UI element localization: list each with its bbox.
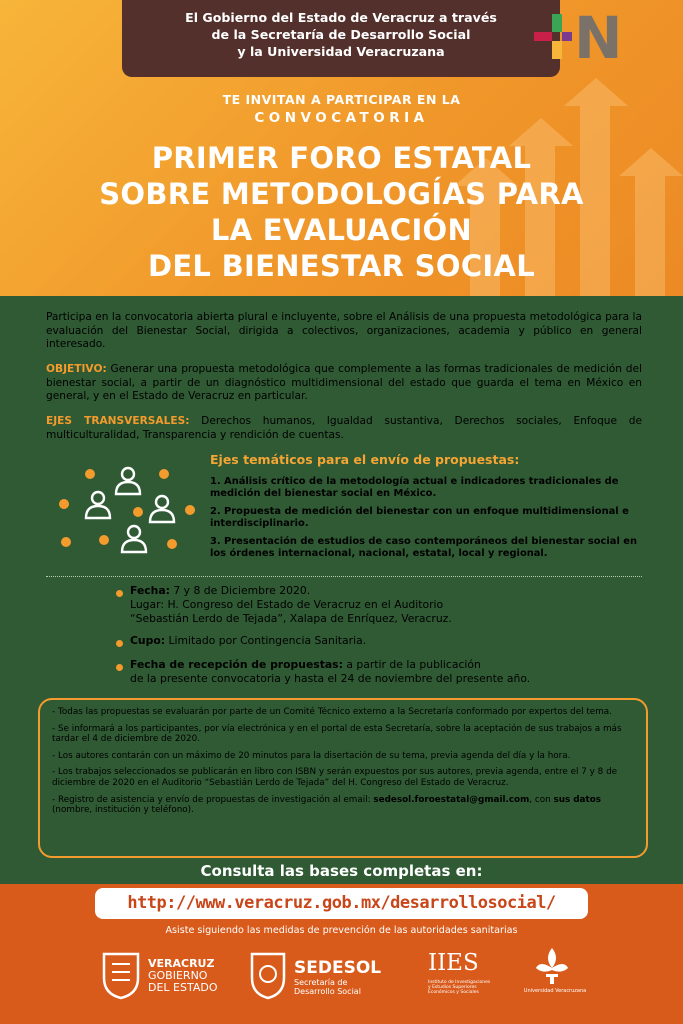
organizer-line: de la Secretaría de Desarrollo Social	[211, 27, 471, 42]
svg-text:N: N	[574, 10, 623, 62]
registro-datos: (nombre, institución y teléfono).	[52, 805, 194, 816]
registro-text: - Registro de asistencia y envío de propuestas de investigación al email:	[52, 794, 374, 805]
registro-note	[52, 795, 634, 816]
cupo-block	[130, 634, 660, 648]
eje-item: 2. Propuesta de medición del bienestar con un enfoque multidimensional e interdisciplinario.	[210, 506, 629, 529]
iies-subtext: Instituto de Investigaciones	[428, 980, 491, 985]
title-line: SOBRE METODOLOGÍAS PARA	[99, 177, 584, 211]
organizer-line: y la Universidad Veracruzana	[237, 44, 445, 59]
lugar-line: “Sebastián Lerdo de Tejada”, Xalapa de Enríquez, Veracruz.	[130, 612, 452, 625]
ejes-tematicos-heading: Ejes temáticos para el envío de propuestas:	[210, 452, 520, 467]
title-line: DEL BIENESTAR SOCIAL	[147, 249, 536, 283]
recepcion-value: a partir de la publicación	[342, 658, 481, 671]
bullet-icon	[116, 664, 123, 671]
sedesol-logo	[248, 948, 398, 1004]
bases-url-link[interactable]: http://www.veracruz.gob.mx/desarrollosocial/	[95, 888, 588, 919]
note-item: - Los autores contarán con un máximo de 20 minutos para la disertación de su tema, previa agenda del día y la hora.	[52, 750, 571, 761]
cupo-label: Cupo:	[130, 634, 166, 647]
registro-email[interactable]: sedesol.foroestatal@gmail.com	[373, 794, 530, 805]
ejes-transversales-paragraph	[46, 415, 642, 442]
fecha-value: 7 y 8 de Diciembre 2020.	[169, 584, 311, 597]
title-line: PRIMER FORO ESTATAL	[151, 141, 532, 175]
ejes-transversales-text: Derechos humanos, Igualdad sustantiva, Derechos sociales, Enfoque de multiculturalidad, Transparencia y rendición de cuentas.	[46, 415, 642, 441]
sanitary-notice: Asiste siguiendo las medidas de prevención de las autoridades sanitarias	[165, 925, 518, 936]
veracruz-logo-text: DEL ESTADO	[148, 981, 218, 994]
iies-logo-text: IIES	[428, 950, 479, 976]
registro-mid: , con	[529, 794, 554, 805]
objetivo-text: Generar una propuesta metodológica que complemente a las formas tradicionales de medición del bienestar social, a partir de un diagnóstico multidimensional del estado que guarda el tema en México en general, y en el Estado de Veracruz en particular.	[46, 363, 642, 402]
lugar-line: Lugar: H. Congreso del Estado de Veracruz en el Auditorio	[130, 598, 444, 611]
objetivo-label: OBJETIVO:	[46, 363, 107, 375]
recepcion-line: de la presente convocatoria y hasta el 24 de noviembre del presente año.	[130, 672, 531, 685]
notes-box	[38, 698, 648, 858]
cupo-value: Limitado por Contingencia Sanitaria.	[165, 634, 367, 647]
invitation-line: TE INVITAN A PARTICIPAR EN LA	[222, 92, 461, 107]
convocatoria-label: CONVOCATORIA	[254, 110, 429, 126]
people-network-icon	[56, 460, 206, 560]
fecha-block	[130, 584, 660, 626]
recepcion-block	[130, 658, 660, 686]
consulta-heading: Consulta las bases completas en:	[200, 862, 483, 880]
sedesol-subtext: Desarrollo Social	[294, 987, 361, 996]
registro-datos-label: sus datos	[553, 794, 601, 805]
bullet-icon	[116, 590, 123, 597]
bullet-icon	[116, 640, 123, 647]
veracruz-logo-text: VERACRUZ	[148, 957, 215, 970]
ejes-transversales-label: EJES TRANSVERSALES:	[46, 415, 190, 427]
note-item: - Todas las propuestas se evaluarán por parte de un Comité Técnico externo a la Secretaría conformado por expertos del tema.	[52, 707, 612, 717]
iies-logo	[424, 950, 494, 1002]
veracruz-logo-text: GOBIERNO	[148, 969, 208, 982]
sedesol-logo-text: SEDESOL	[294, 958, 382, 978]
iies-subtext: y Estudios Superiores	[428, 985, 477, 990]
uv-logo	[520, 946, 590, 1002]
objetivo-paragraph	[46, 363, 642, 404]
title-line: LA EVALUACIÓN	[210, 213, 473, 247]
note-item: - Los trabajos seleccionados se publicarán en libro con ISBN y serán expuestos por sus autores, previa agenda, entre el 7 y 8 de diciembre de 2020 en el Auditorio “Sebastián Lerdo de Tejada” del H. Congreso del Estado de Veracruz.	[52, 767, 618, 788]
sedesol-subtext: Secretaría de	[294, 978, 348, 987]
veracruz-gobierno-logo	[100, 948, 230, 1004]
section-divider	[46, 576, 642, 577]
veracruz-shield-icon	[100, 950, 142, 1000]
fecha-label: Fecha:	[130, 584, 170, 597]
uv-logo-text: Universidad Veracruzana	[523, 988, 587, 994]
event-title	[0, 140, 683, 284]
iies-subtext: Económicos y Sociales	[428, 990, 479, 995]
fleur-de-lis-icon	[532, 946, 572, 986]
intro-text: Participa en la convocatoria abierta plural e incluyente, sobre el Análisis de una propuesta metodológica para la evaluación del Bienestar Social, dirigida a colectivos, organizaciones, academia y público en general interesado.	[46, 311, 642, 350]
note-item: - Se informará a los participantes, por vía electrónica y en el portal de esta Secretaría, sobre la aceptación de sus trabajos a más tardar el 4 de diciembre de 2020.	[52, 723, 622, 745]
nuevo-logo-icon	[534, 10, 634, 62]
eje-item: 1. Análisis crítico de la metodología actual e indicadores tradicionales de medición del bienestar social en México.	[210, 476, 619, 499]
organizer-line: El Gobierno del Estado de Veracruz a través	[185, 10, 497, 25]
recepcion-label: Fecha de recepción de propuestas:	[130, 658, 343, 671]
organizers-box	[122, 0, 560, 77]
eje-item: 3. Presentación de estudios de caso contemporáneos del bienestar social en los órdenes internacional, nacional, estatal, local y regional.	[210, 536, 637, 559]
sedesol-shield-icon	[248, 950, 288, 1000]
